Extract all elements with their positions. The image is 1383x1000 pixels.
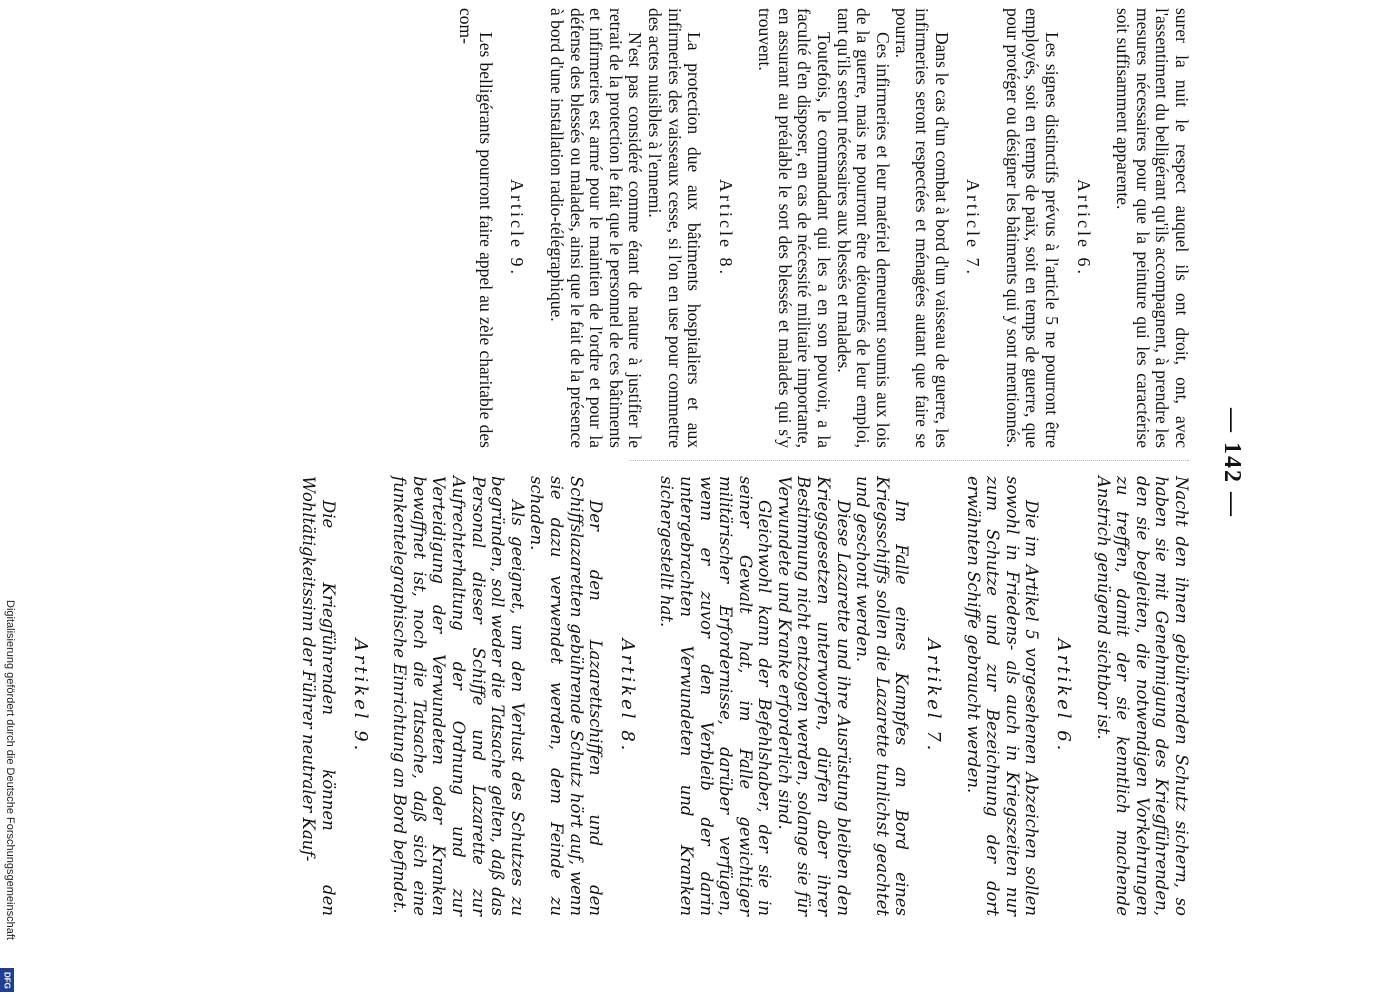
column-divider	[629, 460, 1189, 461]
french-intro-paragraph: surer la nuit le respect auquel ils ont droit, ont, avec l'assentiment du belligérant qu'ils accompagnent, à prendre les mesures nécessaires pour que la peinture qui les caractérise soit suffisamment apparente.	[1113, 8, 1192, 448]
french-article-8-paragraph-2: N'est pas considéré comme étant de nature à justifier le retrait de la protection le fait que le personnel de ces bâtiments et infirmeries est armé pour le maintien de l'ordre et pour la défense des blessés ou malades, ainsi que le fait de la présence à bord d'une installation radio-télégraphique.	[546, 8, 646, 448]
german-article-6-heading: Artikel 6.	[1053, 638, 1075, 754]
french-article-9-heading: Article 9.	[507, 179, 528, 277]
german-article-8-heading: Artikel 8.	[616, 638, 638, 754]
french-article-7-paragraph-3: Toutefois, le commandant qui les a en son pouvoir, a la faculté d'en disposer, en cas de nécessité militaire importante, en assurant au préalable le sort des blessés et malades qui s'y trouvent.	[755, 8, 835, 448]
page-number: — 142 —	[1219, 408, 1245, 518]
french-article-6-heading: Article 6.	[1073, 179, 1094, 277]
french-article-7-paragraph-2: Ces infirmeries et leur matériel demeurent soumis aux lois de la guerre, mais ne pourront être détournés de leur emploi, tant qu'ils seront nécessaires aux blessés et malades.	[833, 8, 893, 448]
digitization-credit: Digitalisierung gefördert durch die Deutsche Forschungsgemeinschaft	[4, 600, 16, 940]
french-article-9-paragraph: Les belligérants pourront faire appel au zèle charitable des com-	[456, 8, 496, 448]
german-article-9-heading: Artikel 9.	[349, 638, 371, 754]
french-article-6-paragraph: Les signes distinctifs prévus à l'article 5 ne pourront être employés, soit en temps de paix, soit en temps de guerre, que pour protéger ou désigner les bâtiments qui y sont mentionnés.	[1002, 8, 1063, 448]
german-article-7-paragraph-3: Gleichwohl kann der Befehlshaber, der sie in seiner Gewalt hat, im Falle gewichtiger militärischer Erfordernisse, darüber verfügen, wenn er zuvor den Verbleib der darin untergebrachten Verwundeten und Kranken sichergestellt hat.	[657, 476, 775, 916]
german-intro-paragraph: Nacht den ihnen gebührenden Schutz sichern, so haben sie mit Genehmigung des Kriegführenden, den sie begleiten, die notwendigen Vorkehrungen zu treffen, damit der sie kenntlich machende Anstrich genügend sichtbar ist.	[1093, 476, 1191, 916]
german-column	[299, 476, 1191, 916]
french-column	[456, 8, 1191, 448]
french-article-8-paragraph-1: La protection due aux bâtiments hospitaliers et aux infirmeries des vaisseaux cesse, si l'on en use pour commettre des actes nuisibles à l'ennemi.	[644, 8, 705, 448]
french-article-8-heading: Article 8.	[715, 179, 736, 277]
german-article-7-paragraph-1: Im Falle eines Kampfes an Bord eines Kriegsschiffs sollen die Lazarette tunlichst geachtet und geschont werden.	[853, 476, 912, 916]
german-article-8-paragraph-1: Der den Lazarettschiffen und den Schiffslazaretten gebührende Schutz hört auf, wenn sie dazu verwendet werden, dem Feinde zu schaden.	[527, 476, 606, 916]
german-article-7-paragraph-2: Diese Lazarette und ihre Ausrüstung bleiben den Kriegsgesetzen unterworfen, dürfen aber ihrer Bestimmung nicht entzogen werden, solange sie für Verwundete und Kranke erforderlich sind.	[774, 476, 853, 916]
french-article-7-heading: Article 7.	[963, 179, 984, 277]
german-article-6-paragraph: Die im Artikel 5 vorgesehenen Abzeichen sollen sowohl in Friedens- als auch in Kriegszeiten nur zum Schutze und zur Bezeichnung der dort erwähnten Schiffe gebraucht werden.	[963, 476, 1042, 916]
dfg-logo: DFG	[0, 968, 14, 992]
german-article-7-heading: Artikel 7.	[923, 638, 945, 754]
german-article-9-paragraph: Die Kriegführenden können den Wohltätigkeitssinn der Führer neutraler Kauf-	[299, 476, 339, 916]
french-article-7-paragraph-1: Dans le cas d'un combat à bord d'un vaisseau de guerre, les infirmeries seront respectées et ménagées autant que faire se pourra.	[892, 8, 952, 448]
rotated-page-content	[105, 0, 1245, 928]
german-article-8-paragraph-2: Als geeignet, um den Verlust des Schutzes zu begründen, soll weder die Tatsache gelten, daß das Personal dieser Schiffe und Lazarette zur Aufrechterhaltung der Ordnung und zur Verteidigung der Verwundeten oder Kranken bewaffnet ist, noch die Tatsache, daß sich eine funkentelegraphische Einrichtung an Bord befindet.	[390, 476, 527, 916]
